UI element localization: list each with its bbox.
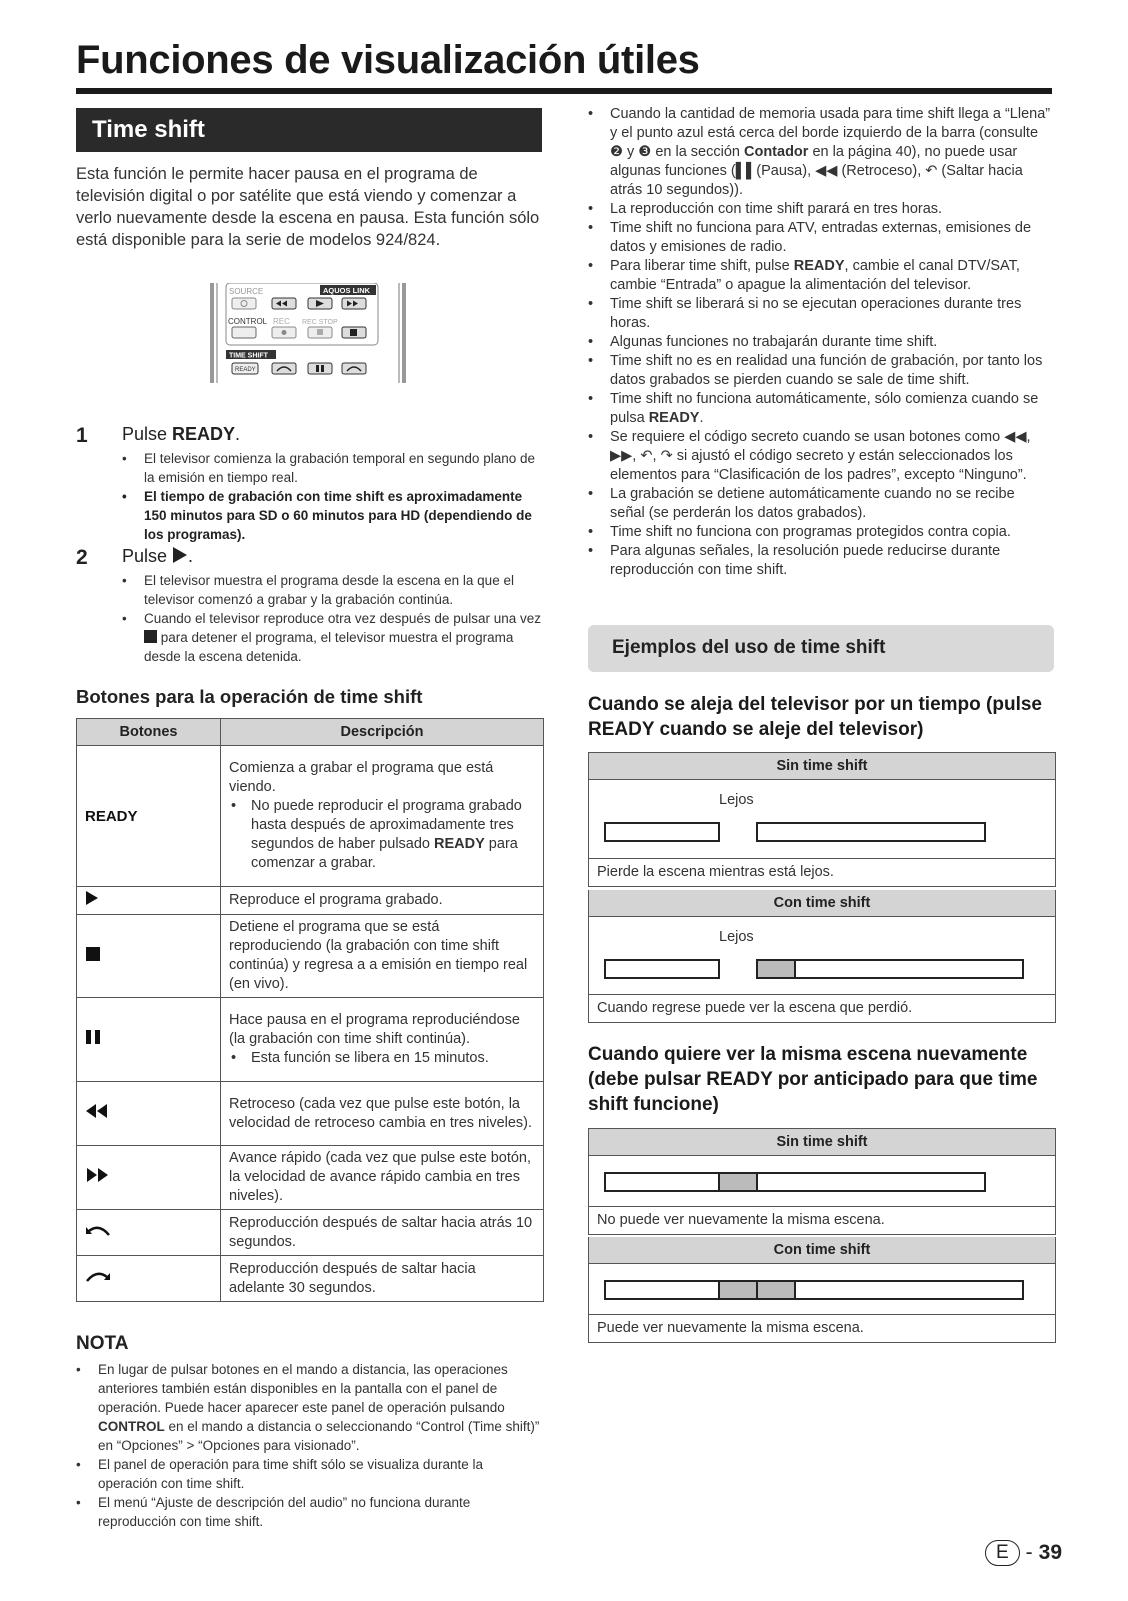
table-header-row bbox=[77, 719, 544, 746]
step-heading: Pulse READY. bbox=[122, 424, 241, 444]
list-item: • Time shift no es en realidad una función de grabación, por tanto los datos grabados se pierden cuando se sale de time shift. bbox=[586, 352, 1052, 390]
skip-back-icon bbox=[85, 1223, 111, 1237]
list-item: • Time shift no funciona con programas protegidos contra copia. bbox=[586, 523, 1052, 542]
away-label: Lejos bbox=[719, 792, 754, 808]
page-number: E - 39 bbox=[985, 1540, 1062, 1566]
stop-icon bbox=[85, 946, 101, 962]
table-cell: Detiene el programa que se está reproduciendo (la grabación con time shift continúa) y regresa a a emisión en tiempo real (en vivo). bbox=[221, 915, 544, 998]
pause-icon bbox=[85, 1029, 101, 1045]
table-row bbox=[77, 998, 544, 1082]
diagram-without-time-shift-2 bbox=[588, 1128, 1056, 1235]
list-item: • Se requiere el código secreto cuando se usan botones como ◀◀, ▶▶, ↶, ↷ si ajustó el código secreto y están seleccionados los elementos para “Clasificación de los padres”, excepto “Ninguno”. bbox=[586, 428, 1052, 485]
skip-forward-icon bbox=[85, 1269, 111, 1283]
play-icon bbox=[85, 890, 99, 906]
timeline-bar bbox=[604, 822, 720, 842]
column-header-buttons: Botones bbox=[77, 719, 221, 746]
list-item: • La grabación se detiene automáticamente cuando no se recibe señal (se perderán los datos grabados). bbox=[586, 485, 1052, 523]
list-item: • Time shift no funciona para ATV, entradas externas, emisiones de datos y emisiones de radio. bbox=[586, 219, 1052, 257]
buttons-table-heading: Botones para la operación de time shift bbox=[76, 686, 423, 707]
remote-time-shift-label: TIME SHIFT bbox=[229, 352, 268, 360]
table-cell: Avance rápido (cada vez que pulse este botón, la velocidad de avance rápido cambia en tres niveles). bbox=[221, 1146, 544, 1210]
list-item: • Cuando el televisor reproduce otra vez después de pulsar una vez para detener el programa, el televisor muestra el programa desde la escena detenida. bbox=[122, 609, 546, 666]
page-title: Funciones de visualización útiles bbox=[76, 38, 700, 82]
examples-heading: Ejemplos del uso de time shift bbox=[588, 625, 1054, 672]
list-item: • El menú “Ajuste de descripción del audio” no funciona durante reproducción con time shift. bbox=[76, 1493, 542, 1531]
table-cell: Comienza a grabar el programa que está viendo. • No puede reproducir el programa grabado hasta después de aproximadamente tres segundos de haber pulsado READY para comenzar a grabar. bbox=[221, 746, 544, 887]
table-row bbox=[77, 887, 544, 915]
remote-rec-label: REC bbox=[273, 317, 290, 326]
diagram-header: Con time shift bbox=[589, 1237, 1055, 1264]
remote-aquos-link-label: AQUOS LINK bbox=[323, 286, 371, 295]
list-item: • Time shift no funciona automáticamente, sólo comienza cuando se pulsa READY. bbox=[586, 390, 1052, 428]
play-icon bbox=[172, 546, 188, 564]
diagram-header: Sin time shift bbox=[589, 1129, 1055, 1156]
section-heading: Time shift bbox=[76, 108, 542, 152]
page-number-value: 39 bbox=[1038, 1541, 1062, 1564]
diagram-caption: Cuando regrese puede ver la escena que perdió. bbox=[597, 1000, 913, 1016]
list-item: • Time shift se liberará si no se ejecutan operaciones durante tres horas. bbox=[586, 295, 1052, 333]
list-item: • El tiempo de grabación con time shift es aproximadamente 150 minutos para SD o 60 minutos para HD (dependiendo de los programas). bbox=[122, 487, 546, 544]
rewind-icon bbox=[85, 1103, 109, 1119]
remote-ready-label: READY bbox=[235, 367, 256, 373]
note-list bbox=[76, 1360, 542, 1531]
list-item: • En lugar de pulsar botones en el mando a distancia, las operaciones anteriores también están disponibles en la pantalla con el panel de operación. Puede hacer aparecer este panel de operación pulsando CONTROL en el mando a distancia o seleccionando “Control (Time shift)” en “Opciones” > “Opciones para visionado”. bbox=[76, 1360, 542, 1455]
timeline-shaded-segment bbox=[756, 959, 796, 979]
list-item: • El televisor muestra el programa desde la escena en la que el televisor comenzó a grabar y la grabación continúa. bbox=[122, 571, 546, 609]
table-cell: Reproducción después de saltar hacia atrás 10 segundos. bbox=[221, 1210, 544, 1256]
table-cell: Reproducción después de saltar hacia adelante 30 segundos. bbox=[221, 1256, 544, 1302]
column-header-description: Descripción bbox=[221, 719, 544, 746]
notes-list bbox=[586, 105, 1052, 580]
diagram-caption: Puede ver nuevamente la misma escena. bbox=[597, 1320, 864, 1336]
step-number: 2 bbox=[76, 546, 88, 569]
away-label: Lejos bbox=[719, 929, 754, 945]
table-row bbox=[77, 1082, 544, 1146]
table-cell: Hace pausa en el programa reproduciéndose (la grabación con time shift continúa). • Esta función se libera en 15 minutos. bbox=[221, 998, 544, 1082]
table-row bbox=[77, 746, 544, 887]
list-item: • La reproducción con time shift parará en tres horas. bbox=[586, 200, 1052, 219]
note-heading: NOTA bbox=[76, 1333, 129, 1354]
table-cell: Reproduce el programa grabado. bbox=[221, 887, 544, 915]
diagram-header: Con time shift bbox=[589, 890, 1055, 917]
table-cell: Retroceso (cada vez que pulse este botón, la velocidad de retroceso cambia en tres niveles). bbox=[221, 1082, 544, 1146]
timeline-bar bbox=[756, 822, 986, 842]
diagram-with-time-shift-2 bbox=[588, 1237, 1056, 1343]
step-1 bbox=[76, 424, 546, 544]
example-1-heading: Cuando se aleja del televisor por un tiempo (pulse READY cuando se aleje del televisor) bbox=[588, 694, 1042, 740]
table-row bbox=[77, 1256, 544, 1302]
table-row bbox=[77, 1210, 544, 1256]
language-badge: E bbox=[985, 1540, 1020, 1566]
timeline-shaded-segment bbox=[718, 1280, 758, 1300]
step-2 bbox=[76, 546, 546, 666]
example-2-heading: Cuando quiere ver la misma escena nuevamente (debe pulsar READY por anticipado para que time shift funcione) bbox=[588, 1044, 1038, 1115]
step-number: 1 bbox=[76, 424, 88, 447]
intro-paragraph: Esta función le permite hacer pausa en el programa de televisión digital o por satélite que está viendo y comenzar a verlo nuevamente desde la escena en pausa. Esta función sólo está disponible para la serie de modelos 924/824. bbox=[76, 165, 540, 249]
list-item: • Algunas funciones no trabajarán durante time shift. bbox=[586, 333, 1052, 352]
timeline-shaded-segment bbox=[756, 1280, 796, 1300]
table-row bbox=[77, 1146, 544, 1210]
list-item: • Para liberar time shift, pulse READY, cambie el canal DTV/SAT, cambie “Entrada” o apague la alimentación del televisor. bbox=[586, 257, 1052, 295]
remote-control-label: CONTROL bbox=[228, 317, 268, 326]
remote-rec-stop-label: REC STOP bbox=[302, 319, 338, 326]
timeline-bar bbox=[604, 1172, 986, 1192]
title-rule bbox=[76, 88, 1052, 94]
list-item: • Para algunas señales, la resolución puede reducirse durante reproducción con time shift. bbox=[586, 542, 1052, 580]
remote-source-label: SOURCE bbox=[229, 287, 264, 296]
timeline-bar bbox=[604, 1280, 1024, 1300]
table-row bbox=[77, 915, 544, 998]
fast-forward-icon bbox=[85, 1167, 109, 1183]
diagram-header: Sin time shift bbox=[589, 753, 1055, 780]
timeline-bar bbox=[604, 959, 720, 979]
list-item: • El panel de operación para time shift sólo se visualiza durante la operación con time shift. bbox=[76, 1455, 542, 1493]
buttons-table bbox=[76, 718, 544, 1302]
timeline-shaded-segment bbox=[718, 1172, 758, 1192]
ready-label: READY bbox=[77, 746, 221, 887]
stop-icon bbox=[144, 630, 157, 643]
step-heading: Pulse . bbox=[122, 546, 194, 566]
list-item: • Cuando la cantidad de memoria usada para time shift llega a “Llena” y el punto azul está cerca del borde izquierdo de la barra (consulte ❷ y ❸ en la sección Contador en la página 40), no puede usar algunas funciones (▌▌(Pausa), ◀◀ (Retroceso), ↶ (Saltar hacia atrás 10 segundos)). bbox=[586, 105, 1052, 200]
diagram-caption: No puede ver nuevamente la misma escena. bbox=[597, 1212, 885, 1228]
list-item: • El televisor comienza la grabación temporal en segundo plano de la emisión en tiempo real. bbox=[122, 449, 546, 487]
remote-control-illustration bbox=[210, 283, 406, 387]
diagram-without-time-shift-1 bbox=[588, 752, 1056, 887]
timeline-bar bbox=[756, 959, 1024, 979]
diagram-caption: Pierde la escena mientras está lejos. bbox=[597, 864, 834, 880]
diagram-with-time-shift-1 bbox=[588, 890, 1056, 1023]
